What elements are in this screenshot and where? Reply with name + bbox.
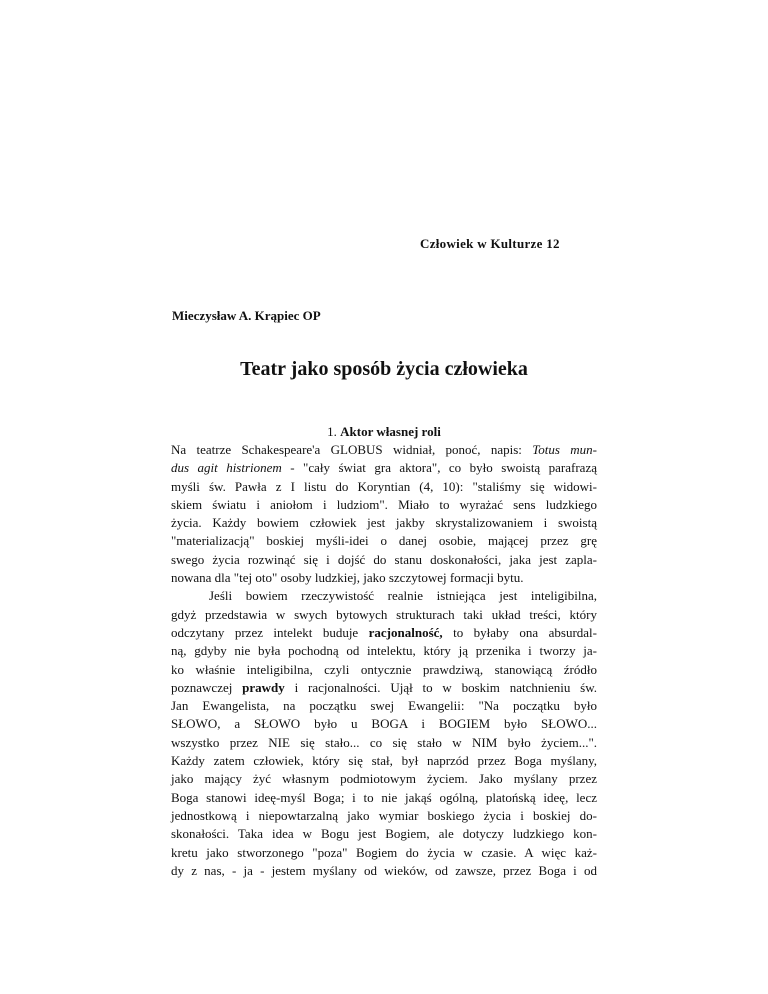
text-line: myśli św. Pawła z I listu do Koryntian (4, 10): "staliśmy się widowi- (171, 478, 597, 494)
text-line: dy z nas, - ja - jestem myślany od wieków, od zawsze, przez Boga i od (171, 862, 597, 878)
section-title: Aktor własnej roli (340, 424, 441, 439)
running-header: Człowiek w Kulturze 12 (420, 236, 560, 251)
text-line: skonałości. Taka idea w Bogu jest Bogiem, ale dotyczy ludzkiego kon- (171, 826, 597, 842)
text-line: ko właśnie inteligibilna, czyli ontycznie prawdziwą, stanowiącą źródło (171, 661, 597, 677)
text-line: skiem światu i aniołom i ludziom". Miało to wyrażać sens ludzkiego (171, 496, 597, 512)
text-line: Jan Ewangelista, na początku swej Ewangelii: "Na początku było (171, 698, 597, 714)
text-line: wszystko przez NIE się stało... co się stało w NIM było życiem...". (171, 734, 597, 750)
body-text (171, 441, 597, 880)
author-name: Mieczysław A. Krąpiec OP (172, 308, 321, 323)
text-line: odczytany przez intelekt buduje racjonalność, to byłaby ona absurdal- (171, 624, 597, 640)
text-line: "materializacją" boskiej myśli-idei o danej osobie, mającej przez grę (171, 533, 597, 549)
text-line: Boga stanowi ideę-myśl Boga; i to nie jakąś ogólną, platońską ideę, lecz (171, 789, 597, 805)
text-line: gdyż przedstawia w swych bytowych strukturach taki układ treści, który (171, 606, 597, 622)
text-line: swego życia rozwinąć się i dojść do stanu doskonałości, jaka jest zapla- (171, 551, 597, 567)
text-line: Każdy zatem człowiek, który się stał, był naprzód przez Boga myślany, (171, 753, 597, 769)
article-title: Teatr jako sposób życia człowieka (240, 358, 528, 380)
text-line: Na teatrze Schakespeare'a GLOBUS widniał, ponoć, napis: Totus mun- (171, 442, 597, 457)
text-line: dus agit histrionem - "cały świat gra aktora", co było swoistą parafrazą (171, 460, 597, 476)
text-line: jednostkową i niepowtarzalną jako wymiar boskiego życia i boskiej do- (171, 807, 597, 823)
section-number: 1. (327, 424, 337, 439)
text-line: Jeśli bowiem rzeczywistość realnie istniejąca jest inteligibilna, (209, 588, 597, 604)
section-heading (0, 424, 768, 440)
text-line: ną, gdyby nie była pochodną od intelektu, który ją przenika i tworzy ja- (171, 643, 597, 659)
text-line: poznawczej prawdy i racjonalności. Ujął to w boskim natchnieniu św. (171, 679, 597, 695)
text-line: kretu jako stworzonego "poza" Bogiem do życia w czasie. A więc każ- (171, 844, 597, 860)
text-line: życia. Każdy bowiem człowiek jest jakby skrystalizowaniem i swoistą (171, 515, 597, 531)
text-line: SŁOWO, a SŁOWO było u BOGA i BOGIEM było SŁOWO... (171, 716, 597, 732)
text-line: jako mający żyć własnym podmiotowym życiem. Jako myślany przez (171, 771, 597, 787)
text-line: nowana dla "tej oto" osoby ludzkiej, jako szczytowej formacji bytu. (171, 570, 524, 586)
